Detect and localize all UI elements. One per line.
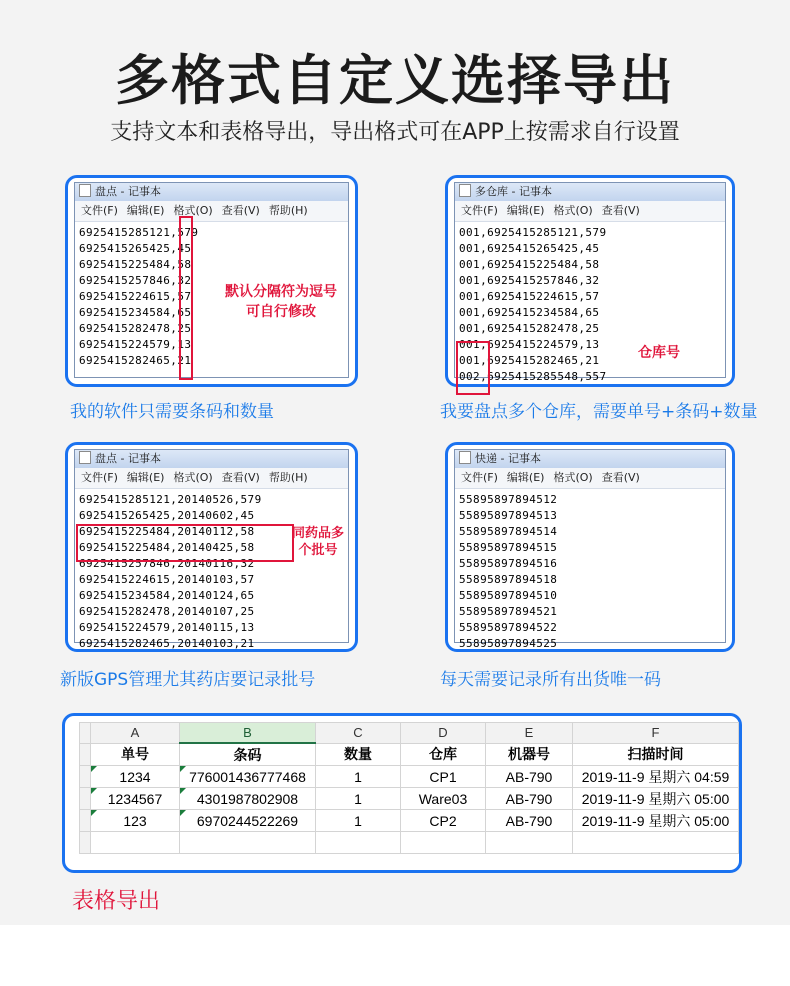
text-line: 001,6925415282478,25 <box>459 322 600 335</box>
spreadsheet-table <box>79 722 739 854</box>
table-cell[interactable]: 1 <box>316 788 401 810</box>
text-line: 55895897894513 <box>459 509 558 522</box>
notepad-window <box>454 449 726 650</box>
separator-note <box>208 282 354 322</box>
menu-edit[interactable]: 编辑(E) <box>126 471 165 484</box>
header-cell-barcode[interactable]: 条码 <box>180 743 316 766</box>
notepad-text[interactable] <box>75 489 348 652</box>
notepad-text[interactable] <box>455 489 725 652</box>
table-row <box>80 788 739 810</box>
notepad-titlebar <box>75 183 348 201</box>
empty-cell[interactable] <box>316 832 401 854</box>
table-export-label: 表格导出 <box>72 889 161 914</box>
row-header[interactable] <box>80 766 91 788</box>
note-line: 可自行修改 <box>246 304 316 320</box>
notepad-menubar <box>455 468 725 489</box>
table-cell[interactable]: 1234567 <box>91 788 180 810</box>
table-cell[interactable]: 6970244522269 <box>180 810 316 832</box>
menu-file[interactable]: 文件(F) <box>81 204 118 217</box>
text-line: 6925415265425,45 <box>79 242 192 255</box>
text-line: 55895897894521 <box>459 605 558 618</box>
spreadsheet <box>73 722 731 862</box>
header-cell-device-no[interactable]: 机器号 <box>486 743 573 766</box>
text-line: 55895897894514 <box>459 525 558 538</box>
text-line: 6925415234584,20140124,65 <box>79 589 255 602</box>
table-cell[interactable]: 1234 <box>91 766 180 788</box>
header-cell-quantity[interactable]: 数量 <box>316 743 401 766</box>
empty-cell[interactable] <box>486 832 573 854</box>
text-line: 55895897894525 <box>459 637 558 650</box>
menu-format[interactable]: 格式(O) <box>553 471 593 484</box>
text-line: 001,6925415257846,32 <box>459 274 600 287</box>
notepad-window <box>454 182 726 383</box>
separator-highlight-box <box>179 216 193 380</box>
text-line: 55895897894512 <box>459 493 558 506</box>
table-cell[interactable]: 2019-11-9 星期六 05:00 <box>573 788 739 810</box>
caption-multi-warehouse: 我要盘点多个仓库，需要单号+条码+数量 <box>440 402 758 422</box>
menu-view[interactable]: 查看(V) <box>221 204 260 217</box>
column-header-e[interactable]: E <box>486 723 573 744</box>
row-header[interactable] <box>80 832 91 854</box>
note-line: 默认分隔符为逗号 <box>225 284 337 300</box>
text-line: 6925415224615,20140103,57 <box>79 573 255 586</box>
window-title: 多仓库 - 记事本 <box>475 185 552 198</box>
column-header-f[interactable]: F <box>573 723 739 744</box>
header-cell-order-no[interactable]: 单号 <box>91 743 180 766</box>
notepad-menubar <box>455 201 725 222</box>
empty-cell[interactable] <box>401 832 486 854</box>
window-title: 盘点 - 记事本 <box>95 185 161 198</box>
notepad-panel-batch-number <box>65 442 358 652</box>
table-cell[interactable]: 1 <box>316 810 401 832</box>
table-cell[interactable]: AB-790 <box>486 766 573 788</box>
window-title: 快递 - 记事本 <box>475 452 541 465</box>
menu-edit[interactable]: 编辑(E) <box>126 204 165 217</box>
text-line: 6925415285121,20140526,579 <box>79 493 262 506</box>
table-cell[interactable]: AB-790 <box>486 788 573 810</box>
menu-view[interactable]: 查看(V) <box>601 471 640 484</box>
notepad-menubar <box>75 468 348 489</box>
note-line: 个批号 <box>298 543 338 558</box>
text-line: 55895897894518 <box>459 573 558 586</box>
header-cell-scan-time[interactable]: 扫描时间 <box>573 743 739 766</box>
menu-format[interactable]: 格式(O) <box>173 204 213 217</box>
select-all-corner[interactable] <box>80 723 91 744</box>
menu-view[interactable]: 查看(V) <box>221 471 260 484</box>
spreadsheet-panel <box>62 713 742 873</box>
window-title: 盘点 - 记事本 <box>95 452 161 465</box>
caption-barcode-qty: 我的软件只需要条码和数量 <box>70 402 274 422</box>
text-line: 6925415282478,25 <box>79 322 192 335</box>
text-line: 6925415282478,20140107,25 <box>79 605 255 618</box>
text-line: 6925415282465,21 <box>79 354 192 367</box>
text-line: 55895897894515 <box>459 541 558 554</box>
page-subtitle: 支持文本和表格导出，导出格式可在APP上按需求自行设置 <box>110 120 680 145</box>
table-row <box>80 810 739 832</box>
caption-batch-number: 新版GPS管理尤其药店要记录批号 <box>60 670 316 690</box>
table-cell[interactable]: 4301987802908 <box>180 788 316 810</box>
text-line: 55895897894516 <box>459 557 558 570</box>
text-line: 6925415224579,13 <box>79 338 192 351</box>
notepad-panel-multi-warehouse <box>445 175 735 387</box>
batch-note <box>292 525 344 559</box>
menu-file[interactable]: 文件(F) <box>461 471 498 484</box>
notepad-icon <box>459 184 471 197</box>
menu-view[interactable]: 查看(V) <box>601 204 640 217</box>
batch-highlight-box <box>76 524 294 562</box>
notepad-icon <box>79 451 91 464</box>
table-cell[interactable]: 2019-11-9 星期六 04:59 <box>573 766 739 788</box>
table-cell[interactable]: AB-790 <box>486 810 573 832</box>
table-cell[interactable]: 2019-11-9 星期六 05:00 <box>573 810 739 832</box>
table-cell[interactable]: Ware03 <box>401 788 486 810</box>
text-line: 6925415225484,58 <box>79 258 192 271</box>
note-line: 同药品多 <box>292 526 345 541</box>
empty-cell[interactable] <box>180 832 316 854</box>
table-cell[interactable]: 776001436777468 <box>180 766 316 788</box>
table-row <box>80 766 739 788</box>
text-line: 6925415282465,20140103,21 <box>79 637 255 650</box>
table-cell[interactable]: CP2 <box>401 810 486 832</box>
text-line: 6925415265425,20140602,45 <box>79 509 255 522</box>
page-title: 多格式自定义选择导出 <box>115 49 675 112</box>
column-header-a[interactable]: A <box>91 723 180 744</box>
empty-cell[interactable] <box>573 832 739 854</box>
text-line: 002,6925415285548,557 <box>459 370 607 383</box>
table-cell[interactable]: CP1 <box>401 766 486 788</box>
notepad-panel-shipping-code <box>445 442 735 652</box>
notepad-menubar <box>75 201 348 222</box>
menu-help[interactable]: 帮助(H) <box>268 204 308 217</box>
notepad-window <box>74 182 349 378</box>
notepad-icon <box>459 451 471 464</box>
row-header[interactable] <box>80 743 91 766</box>
notepad-titlebar <box>455 183 725 201</box>
text-line: 55895897894522 <box>459 621 558 634</box>
text-line: 6925415225484,20140112,58 <box>79 525 255 538</box>
menu-file[interactable]: 文件(F) <box>461 204 498 217</box>
menu-file[interactable]: 文件(F) <box>81 471 118 484</box>
text-line: 001,6925415234584,65 <box>459 306 600 319</box>
text-line: 001,6925415282465,21 <box>459 354 600 367</box>
text-line: 6925415285121,579 <box>79 226 199 239</box>
caption-shipping-code: 每天需要记录所有出货唯一码 <box>440 670 661 690</box>
column-header-row <box>80 723 739 744</box>
table-cell[interactable]: 123 <box>91 810 180 832</box>
column-header-b[interactable]: B <box>180 723 316 744</box>
row-header[interactable] <box>80 788 91 810</box>
column-header-d[interactable]: D <box>401 723 486 744</box>
text-line: 6925415257846,32 <box>79 274 192 287</box>
column-header-c[interactable]: C <box>316 723 401 744</box>
notepad-titlebar <box>455 450 725 468</box>
menu-help[interactable]: 帮助(H) <box>268 471 308 484</box>
text-line: 6925415224579,20140115,13 <box>79 621 255 634</box>
row-header[interactable] <box>80 810 91 832</box>
menu-edit[interactable]: 编辑(E) <box>506 471 545 484</box>
text-line: 6925415234584,65 <box>79 306 192 319</box>
text-line: 6925415225484,20140425,58 <box>79 541 255 554</box>
warehouse-note: 仓库号 <box>638 345 680 361</box>
text-line: 001,6925415225484,58 <box>459 258 600 271</box>
table-cell[interactable]: 1 <box>316 766 401 788</box>
text-line: 6925415257846,20140116,32 <box>79 557 255 570</box>
notepad-panel-barcode-qty <box>65 175 358 387</box>
text-line: 001,6925415224579,13 <box>459 338 600 351</box>
notepad-titlebar <box>75 450 348 468</box>
menu-format[interactable]: 格式(O) <box>173 471 213 484</box>
text-line: 6925415224615,57 <box>79 290 192 303</box>
header-cell-warehouse[interactable]: 仓库 <box>401 743 486 766</box>
notepad-icon <box>79 184 91 197</box>
warehouse-highlight-box <box>456 341 490 395</box>
text-line: 55895897894510 <box>459 589 558 602</box>
menu-edit[interactable]: 编辑(E) <box>506 204 545 217</box>
text-line: 001,6925415285121,579 <box>459 226 607 239</box>
empty-cell[interactable] <box>91 832 180 854</box>
notepad-text[interactable] <box>455 222 725 385</box>
text-line: 001,6925415265425,45 <box>459 242 600 255</box>
table-header-row <box>80 743 739 766</box>
empty-row <box>80 832 739 854</box>
text-line: 001,6925415224615,57 <box>459 290 600 303</box>
menu-format[interactable]: 格式(O) <box>553 204 593 217</box>
